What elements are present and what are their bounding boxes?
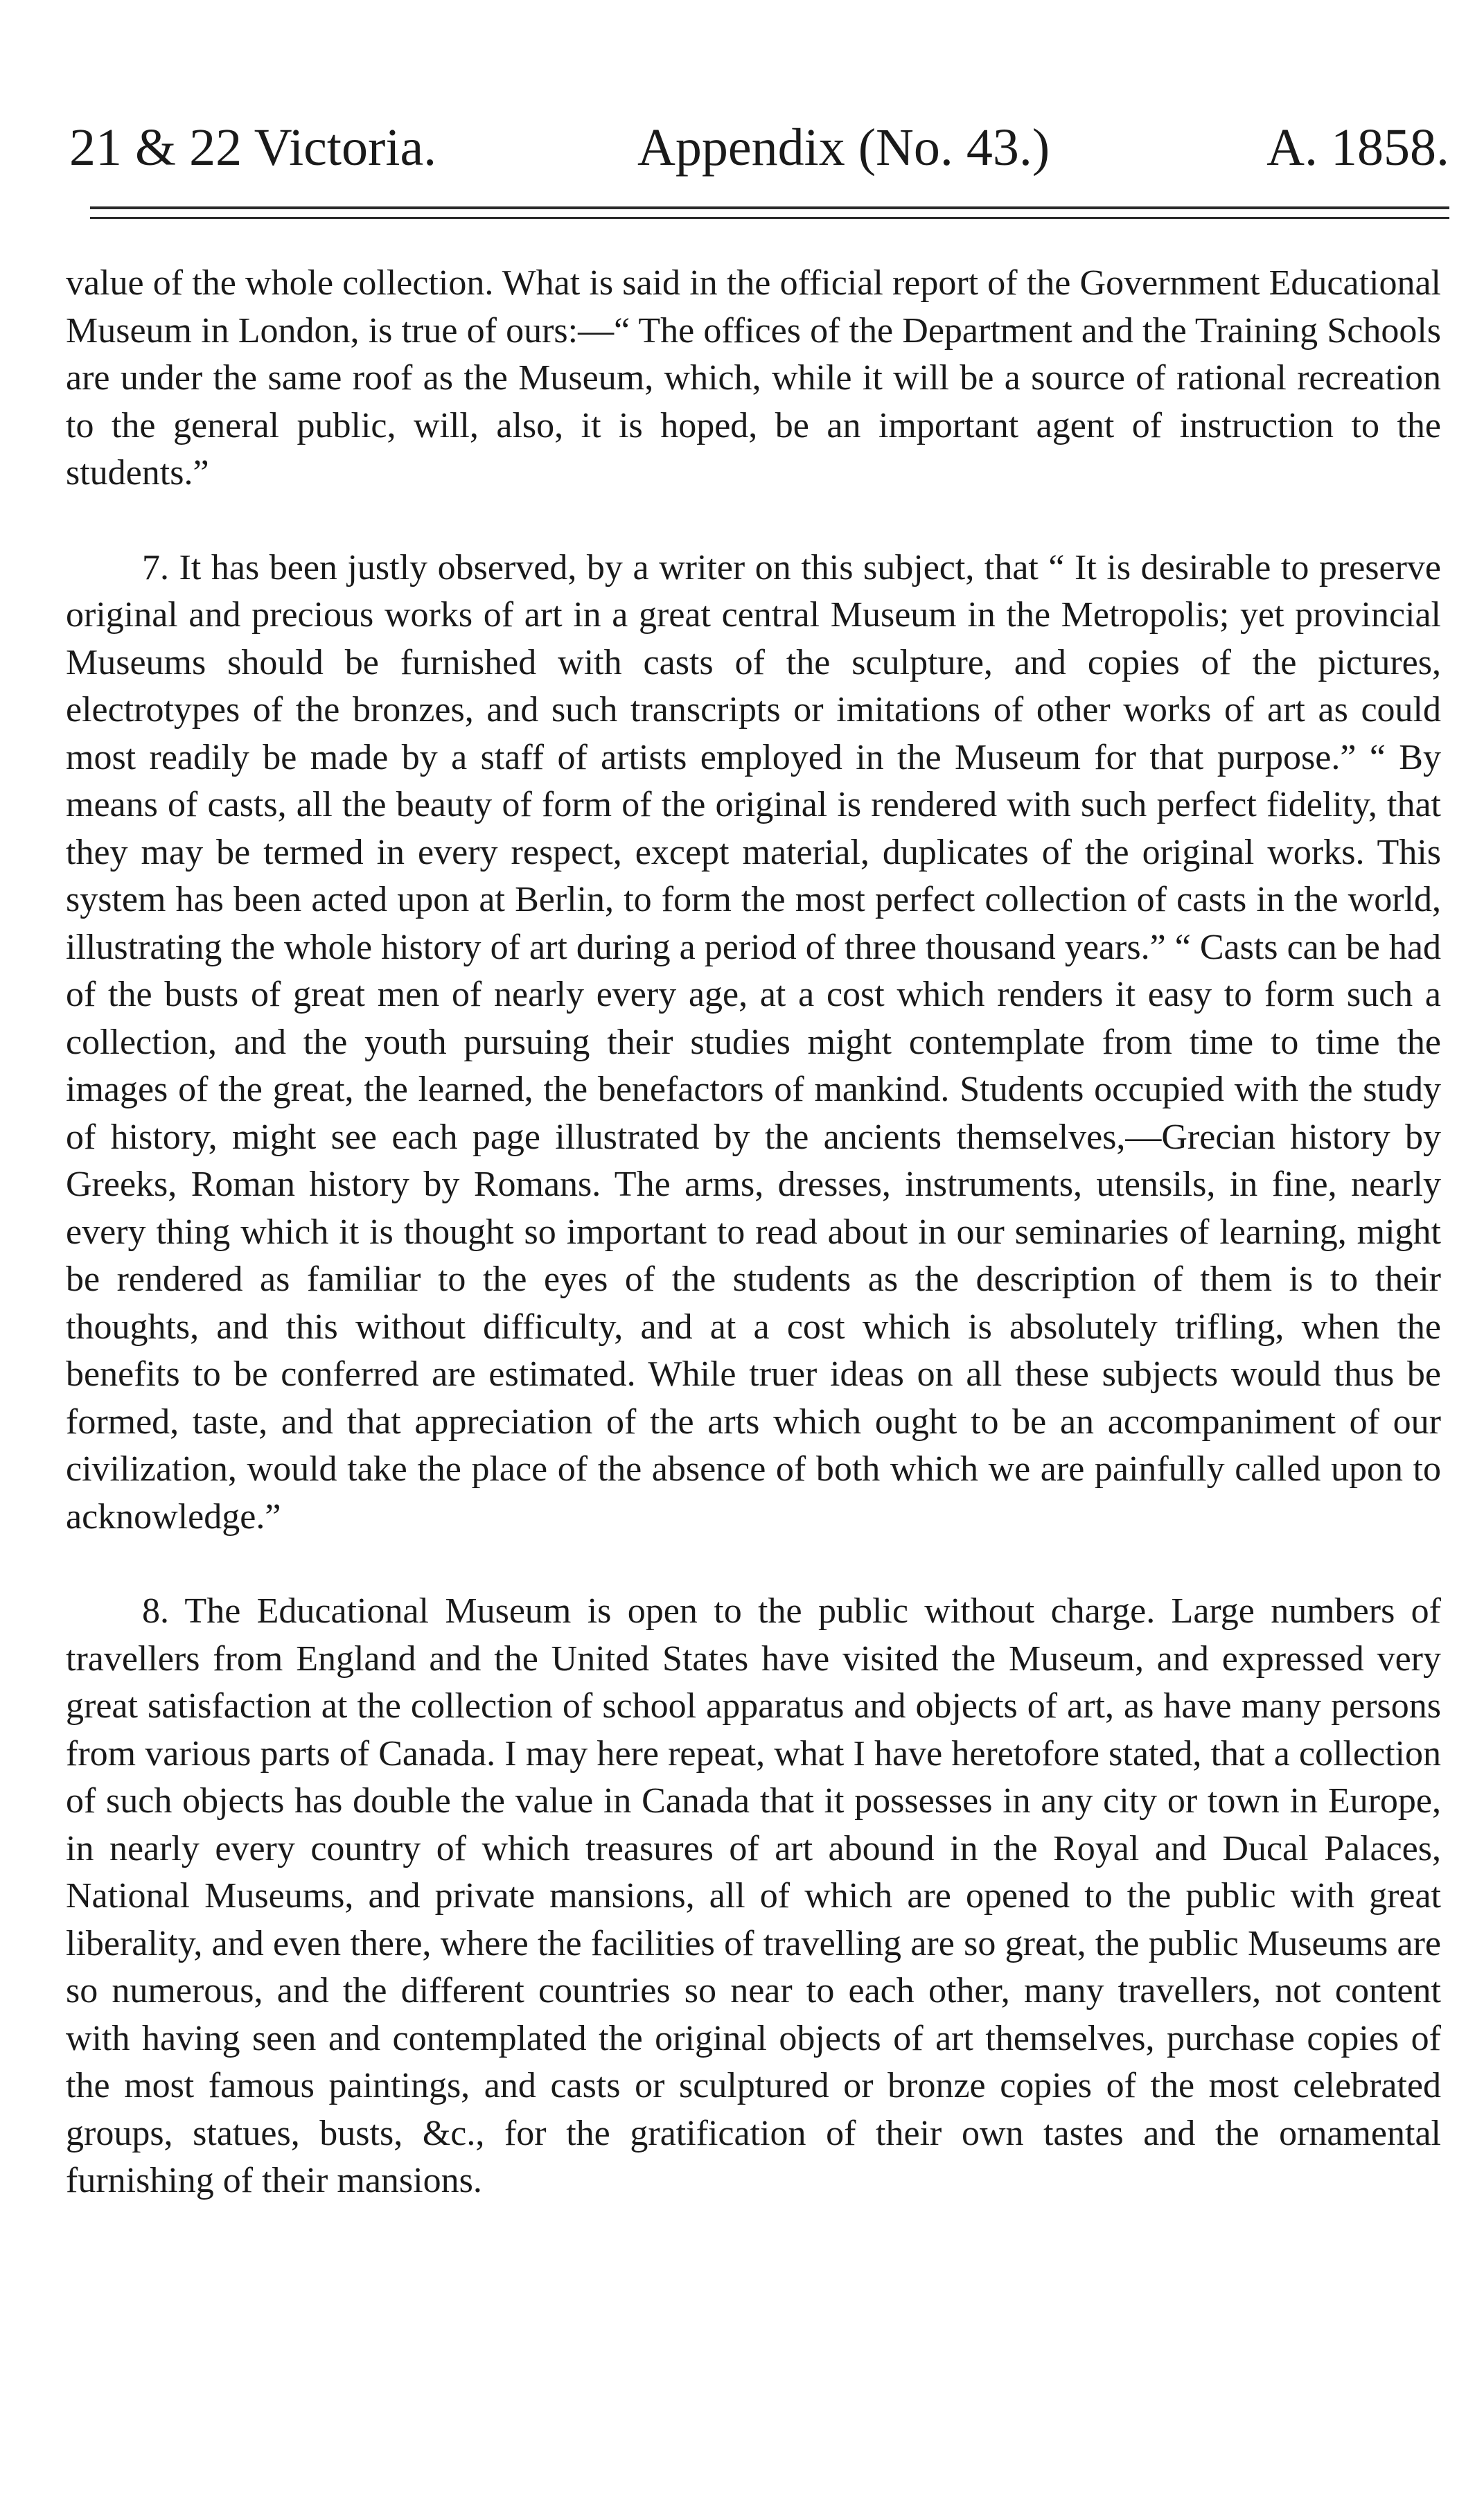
- paragraph-8: 8. The Educational Museum is open to the public without charge. Large numbers of travellers from England and the United States have visited the Museum, and expressed very great satisfaction at the collection of school apparatus and objects of art, as have many persons from various parts of Canada. I may here repeat, what I have heretofore stated, that a collection of such objects has double the value in Canada that it possesses in any city or town in Europe, in nearly every country of which treasures of art abound in the Royal and Ducal Palaces, National Museums, and private mansions, all of which are opened to the public with great liberality, and even there, where the facilities of travelling are so great, the public Museums are so numerous, and the different countries so near to each other, many travellers, not content with having seen and contemplated the original objects of art themselves, purchase copies of the most famous paintings, and casts or sculptured or bronze copies of the most celebrated groups, statues, busts, &c., for the gratification of their own tastes and the ornamental furnishing of their mansions.: [66, 1591, 1441, 2200]
- paragraph-7: 7. It has been justly observed, by a writer on this subject, that “ It is desirable to preserve original and precious works of art in a great central Museum in the Metropolis; yet provincial Museums should be furnished with casts of the sculpture, and copies of the pictures, electrotypes of the bronzes, and such transcripts or imitations of other works of art as could most readily be made by a staff of artists employed in the Museum for that purpose.” “ By means of casts, all the beauty of form of the original is rendered with such perfect fidelity, that they may be termed in every respect, except material, duplicates of the original works. This system has been acted upon at Berlin, to form the most perfect collection of casts in the world, illustrating the whole history of art during a period of three thousand years.” “ Casts can be had of the busts of great men of nearly every age, at a cost which renders it easy to form such a collection, and the youth pursuing their studies might contemplate from time to time the images of the great, the learned, the benefactors of mankind. Students occupied with the study of history, might see each page illustrated by the ancients themselves,—Grecian history by Greeks, Roman history by Romans. The arms, dresses, instruments, utensils, in fine, nearly every thing which it is thought so important to read about in our seminaries of learning, might be rendered as familiar to the eyes of the students as the description of them is to their thoughts, and this without difficulty, and at a cost which is absolutely trifling, when the benefits to be conferred are estimated. While truer ideas on all these subjects would thus be formed, taste, and that appreciation of the arts which ought to be an accompaniment of our civilization, would take the place of the absence of both which we are painfully called upon to acknowledge.”: [66, 547, 1441, 1537]
- header-rule-top: [90, 206, 1449, 209]
- header-rule-bottom: [90, 217, 1449, 219]
- paragraph-continued: value of the whole collection. What is said in the official report of the Government Educational Museum in London, is true of ours:—“ The offices of the Department and the Training Schools are under the same roof as the Museum, which, while it will be a source of rational recreation to the general public, will, also, it is hoped, be an important agent of instruction to the students.”: [66, 263, 1441, 493]
- running-header: [69, 118, 1449, 194]
- body-text: [66, 260, 1441, 2205]
- header-session: 21 & 22 Victoria.: [69, 118, 437, 177]
- header-year: A. 1858.: [1266, 118, 1449, 177]
- header-appendix: Appendix (No. 43.): [637, 118, 1050, 177]
